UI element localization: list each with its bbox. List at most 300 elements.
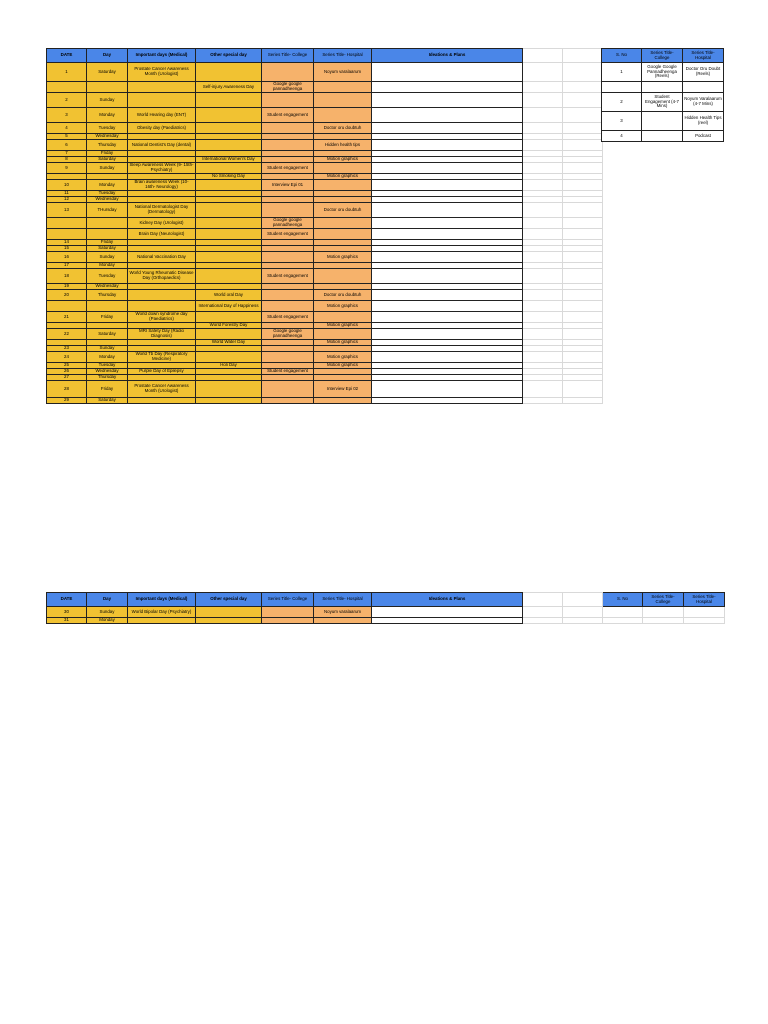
empty-cell[interactable]: [603, 180, 725, 191]
day-cell[interactable]: [87, 301, 128, 312]
date-cell[interactable]: 7: [47, 151, 87, 157]
other-day-cell[interactable]: [196, 329, 262, 340]
medical-day-cell[interactable]: MRI Safety Day (Radio Diagnosis): [128, 329, 196, 340]
empty-cell[interactable]: [603, 352, 725, 363]
day-cell[interactable]: [87, 218, 128, 229]
series-college-cell[interactable]: Student Engagement (4-7 Mins): [642, 93, 683, 112]
ideation-cell[interactable]: [372, 229, 523, 240]
medical-day-cell[interactable]: Prostate Cancer Awareness Month (Urologist): [128, 63, 196, 82]
college-series-cell[interactable]: Google google pannadheenga: [262, 82, 314, 93]
empty-cell[interactable]: [523, 229, 563, 240]
ideation-cell[interactable]: [372, 93, 523, 108]
ideation-cell[interactable]: [372, 269, 523, 284]
col-header-college[interactable]: Series Title- College: [262, 593, 314, 607]
date-cell[interactable]: 28: [47, 381, 87, 398]
col-header-series-hospital[interactable]: Series Title- Hospital: [683, 49, 724, 63]
college-series-cell[interactable]: [262, 252, 314, 263]
medical-day-cell[interactable]: [128, 93, 196, 108]
date-cell[interactable]: [47, 301, 87, 312]
medical-day-cell[interactable]: Brain awareness Week (10- 16th- Neurology): [128, 180, 196, 191]
college-series-cell[interactable]: [262, 203, 314, 218]
empty-cell[interactable]: [603, 381, 725, 398]
other-day-cell[interactable]: [196, 163, 262, 174]
other-day-cell[interactable]: [196, 398, 262, 404]
ideation-cell[interactable]: [372, 398, 523, 404]
hospital-series-cell[interactable]: [314, 93, 372, 108]
col-header-date[interactable]: DATE: [47, 593, 87, 607]
other-day-cell[interactable]: Holi Day: [196, 363, 262, 369]
day-cell[interactable]: Monday: [87, 263, 128, 269]
date-cell[interactable]: [47, 218, 87, 229]
hospital-series-cell[interactable]: Doctor oru doubtuh: [314, 203, 372, 218]
college-series-cell[interactable]: Student engagement: [262, 369, 314, 375]
series-hospital-cell[interactable]: Hidden Health Tips (reel): [683, 112, 724, 131]
empty-cell[interactable]: [523, 180, 563, 191]
empty-cell[interactable]: [643, 607, 684, 618]
medical-day-cell[interactable]: Purple Day of Epilepsy: [128, 369, 196, 375]
day-cell[interactable]: Wednesday: [87, 369, 128, 375]
empty-cell[interactable]: [523, 218, 563, 229]
other-day-cell[interactable]: [196, 269, 262, 284]
col-header-sno[interactable]: S. No: [603, 593, 643, 607]
day-cell[interactable]: Wednesday: [87, 284, 128, 290]
empty-cell[interactable]: [523, 381, 563, 398]
col-header-hospital[interactable]: Series Title- Hospital: [314, 49, 372, 63]
hospital-series-cell[interactable]: Motion graphics: [314, 157, 372, 163]
other-day-cell[interactable]: [196, 618, 262, 624]
date-cell[interactable]: 5: [47, 134, 87, 140]
date-cell[interactable]: 4: [47, 123, 87, 134]
day-cell[interactable]: Monday: [87, 108, 128, 123]
medical-day-cell[interactable]: Prostate Cancer Awareness Month (Urologist): [128, 381, 196, 398]
day-cell[interactable]: Monday: [87, 352, 128, 363]
date-cell[interactable]: 20: [47, 290, 87, 301]
ideation-cell[interactable]: [372, 163, 523, 174]
col-header-series-college[interactable]: Series Title- College: [642, 49, 683, 63]
date-cell[interactable]: 23: [47, 346, 87, 352]
medical-day-cell[interactable]: Obesity day (Paediatrics): [128, 123, 196, 134]
medical-day-cell[interactable]: Kidney Day (Urologist): [128, 218, 196, 229]
hospital-series-cell[interactable]: Doctor oru doubtuh: [314, 290, 372, 301]
date-cell[interactable]: [47, 82, 87, 93]
day-cell[interactable]: Friday: [87, 240, 128, 246]
day-cell[interactable]: Tuesday: [87, 191, 128, 197]
other-day-cell[interactable]: [196, 312, 262, 323]
col-header-series-hospital[interactable]: Series Title- Hospital: [684, 593, 725, 607]
other-day-cell[interactable]: [196, 607, 262, 618]
college-series-cell[interactable]: [262, 618, 314, 624]
day-cell[interactable]: Tuesday: [87, 269, 128, 284]
hospital-series-cell[interactable]: Motion graphics: [314, 174, 372, 180]
other-day-cell[interactable]: [196, 229, 262, 240]
empty-cell[interactable]: [603, 163, 725, 174]
series-row: [602, 131, 724, 142]
medical-day-cell[interactable]: World Hearing day (ENT): [128, 108, 196, 123]
day-cell[interactable]: [87, 229, 128, 240]
col-header-medical[interactable]: Important days (Medical): [128, 593, 196, 607]
hospital-series-cell[interactable]: [314, 163, 372, 174]
date-cell[interactable]: 19: [47, 284, 87, 290]
col-header-other[interactable]: Other special day: [196, 593, 262, 607]
series-college-cell[interactable]: [642, 131, 683, 142]
ideation-cell[interactable]: [372, 203, 523, 218]
other-day-cell[interactable]: [196, 381, 262, 398]
hospital-series-cell[interactable]: [314, 229, 372, 240]
empty-cell[interactable]: [523, 312, 563, 323]
hospital-series-cell[interactable]: Interview Epi 02: [314, 381, 372, 398]
medical-day-cell[interactable]: [128, 82, 196, 93]
college-series-cell[interactable]: [262, 301, 314, 312]
hospital-series-cell[interactable]: [314, 180, 372, 191]
col-header-day[interactable]: Day: [87, 49, 128, 63]
college-series-cell[interactable]: Google google pannadheenga: [262, 218, 314, 229]
ideation-cell[interactable]: [372, 312, 523, 323]
empty-cell[interactable]: [563, 593, 603, 607]
other-day-cell[interactable]: [196, 140, 262, 151]
day-cell[interactable]: Sunday: [87, 163, 128, 174]
empty-cell[interactable]: [523, 352, 563, 363]
day-cell[interactable]: Monday: [87, 618, 128, 624]
day-cell[interactable]: Friday: [87, 151, 128, 157]
other-day-cell[interactable]: [196, 252, 262, 263]
series-college-cell[interactable]: Google Google Pannadheenga (Reels): [642, 63, 683, 82]
day-cell[interactable]: Sunday: [87, 346, 128, 352]
empty-cell[interactable]: [523, 607, 563, 618]
empty-cell[interactable]: [523, 82, 563, 93]
date-cell[interactable]: 17: [47, 263, 87, 269]
day-cell[interactable]: Friday: [87, 312, 128, 323]
empty-cell[interactable]: [603, 301, 725, 312]
empty-cell[interactable]: [643, 618, 684, 624]
college-series-cell[interactable]: [262, 352, 314, 363]
series-sno-cell[interactable]: 3: [602, 112, 642, 131]
empty-cell[interactable]: [603, 329, 725, 340]
empty-cell[interactable]: [684, 618, 725, 624]
hospital-series-cell[interactable]: Motion graphics: [314, 340, 372, 346]
day-cell[interactable]: Thursday: [87, 140, 128, 151]
ideation-cell[interactable]: [372, 82, 523, 93]
empty-cell[interactable]: [603, 398, 725, 404]
hospital-series-cell[interactable]: [314, 398, 372, 404]
date-cell[interactable]: 12: [47, 197, 87, 203]
college-series-cell[interactable]: [262, 290, 314, 301]
college-series-cell[interactable]: [262, 140, 314, 151]
other-day-cell[interactable]: World Forestry Day: [196, 323, 262, 329]
date-cell[interactable]: 15: [47, 246, 87, 252]
col-header-hospital[interactable]: Series Title- Hospital: [314, 593, 372, 607]
series-hospital-cell[interactable]: Noyum Varalaarum (4-7 Mins): [683, 93, 724, 112]
empty-cell[interactable]: [603, 290, 725, 301]
date-cell[interactable]: 14: [47, 240, 87, 246]
college-series-cell[interactable]: Interview Epi 01: [262, 180, 314, 191]
empty-cell[interactable]: [523, 618, 563, 624]
empty-cell[interactable]: [523, 140, 563, 151]
ideation-cell[interactable]: [372, 63, 523, 82]
hospital-series-cell[interactable]: [314, 312, 372, 323]
empty-cell[interactable]: [523, 163, 563, 174]
medical-day-cell[interactable]: [128, 301, 196, 312]
hospital-series-cell[interactable]: Motion graphics: [314, 352, 372, 363]
hospital-series-cell[interactable]: [314, 218, 372, 229]
hospital-series-cell[interactable]: Motion graphics: [314, 252, 372, 263]
col-header-date[interactable]: DATE: [47, 49, 87, 63]
empty-cell[interactable]: [563, 290, 603, 301]
empty-cell[interactable]: [523, 108, 563, 123]
ideation-cell[interactable]: [372, 180, 523, 191]
medical-day-cell[interactable]: Brain Day (Neurologist): [128, 229, 196, 240]
series-college-cell[interactable]: [642, 112, 683, 131]
empty-cell[interactable]: [523, 252, 563, 263]
col-header-other[interactable]: Other special day: [196, 49, 262, 63]
empty-cell[interactable]: [563, 398, 603, 404]
col-header-medical[interactable]: Important days (Medical): [128, 49, 196, 63]
empty-cell[interactable]: [563, 269, 603, 284]
empty-cell[interactable]: [563, 381, 603, 398]
medical-day-cell[interactable]: National Vaccination Day: [128, 252, 196, 263]
other-day-cell[interactable]: [196, 352, 262, 363]
other-day-cell[interactable]: [196, 218, 262, 229]
ideation-cell[interactable]: [372, 108, 523, 123]
empty-cell[interactable]: [563, 93, 603, 108]
date-cell[interactable]: 29: [47, 398, 87, 404]
date-cell[interactable]: 27: [47, 375, 87, 381]
empty-cell[interactable]: [563, 180, 603, 191]
medical-day-cell[interactable]: National Dermatologist Day (Dermatology): [128, 203, 196, 218]
date-cell[interactable]: 8: [47, 157, 87, 163]
col-header-series-college[interactable]: Series Title- College: [643, 593, 684, 607]
day-cell[interactable]: Saturday: [87, 398, 128, 404]
other-day-cell[interactable]: International Day of Happiness: [196, 301, 262, 312]
empty-cell[interactable]: [523, 63, 563, 82]
hospital-series-cell[interactable]: Noyum varalaarum: [314, 63, 372, 82]
empty-cell[interactable]: [603, 312, 725, 323]
hospital-series-cell[interactable]: [314, 82, 372, 93]
college-series-cell[interactable]: [262, 607, 314, 618]
empty-cell[interactable]: [523, 290, 563, 301]
day-cell[interactable]: Sunday: [87, 252, 128, 263]
col-header-sno[interactable]: S. No: [602, 49, 642, 63]
series-hospital-cell[interactable]: Podcast: [683, 131, 724, 142]
date-cell[interactable]: 30: [47, 607, 87, 618]
day-cell[interactable]: Thursday: [87, 375, 128, 381]
date-cell[interactable]: 16: [47, 252, 87, 263]
empty-cell[interactable]: [563, 229, 603, 240]
hospital-series-cell[interactable]: Noyum varalaarum: [314, 607, 372, 618]
college-series-cell[interactable]: Google google pannadheenga: [262, 329, 314, 340]
series-sno-cell[interactable]: 1: [602, 63, 642, 82]
date-cell[interactable]: 24: [47, 352, 87, 363]
college-series-cell[interactable]: Student engagement: [262, 312, 314, 323]
date-cell[interactable]: 26: [47, 369, 87, 375]
medical-day-cell[interactable]: World down syndrome day (Paediatrics): [128, 312, 196, 323]
day-cell[interactable]: Tuesday: [87, 363, 128, 369]
empty-cell[interactable]: [523, 593, 563, 607]
day-cell[interactable]: Saturday: [87, 157, 128, 163]
empty-cell[interactable]: [563, 352, 603, 363]
college-series-cell[interactable]: [262, 63, 314, 82]
other-day-cell[interactable]: [196, 180, 262, 191]
empty-cell[interactable]: [563, 312, 603, 323]
date-cell[interactable]: [47, 229, 87, 240]
medical-day-cell[interactable]: [128, 618, 196, 624]
hospital-series-cell[interactable]: Hidden health tips: [314, 140, 372, 151]
other-day-cell[interactable]: [196, 123, 262, 134]
ideation-cell[interactable]: [372, 140, 523, 151]
medical-day-cell[interactable]: National Dentist's Day (dental): [128, 140, 196, 151]
col-header-ideation[interactable]: Ideations & Plans: [372, 593, 523, 607]
day-cell[interactable]: Wednesday: [87, 134, 128, 140]
ideation-cell[interactable]: [372, 252, 523, 263]
ideation-cell[interactable]: [372, 618, 523, 624]
table-row: [47, 398, 725, 404]
series-sno-cell[interactable]: 4: [602, 131, 642, 142]
ideation-cell[interactable]: [372, 290, 523, 301]
empty-cell[interactable]: [523, 203, 563, 218]
empty-cell[interactable]: [563, 329, 603, 340]
table-row: [47, 618, 725, 624]
other-day-cell[interactable]: World Water Day: [196, 340, 262, 346]
college-series-cell[interactable]: Student engagement: [262, 108, 314, 123]
medical-day-cell[interactable]: Sleep Awareness Week (9- 15th- Psychiatry): [129, 162, 194, 172]
ideation-cell[interactable]: [372, 381, 523, 398]
ideation-cell[interactable]: [372, 301, 523, 312]
college-series-cell[interactable]: Student engagement: [262, 229, 314, 240]
series-table: [601, 48, 724, 142]
col-header-college[interactable]: Series Title- College: [262, 49, 314, 63]
hospital-series-cell[interactable]: [314, 108, 372, 123]
empty-cell[interactable]: [563, 123, 603, 134]
empty-cell[interactable]: [523, 49, 563, 63]
series-row: [602, 63, 724, 82]
date-cell[interactable]: 9: [47, 163, 87, 174]
other-day-cell[interactable]: Self-injury Awareness Day: [196, 82, 262, 93]
date-cell[interactable]: 3: [47, 108, 87, 123]
empty-cell[interactable]: [523, 93, 563, 108]
day-cell[interactable]: Friday: [87, 381, 128, 398]
empty-cell[interactable]: [563, 82, 603, 93]
empty-cell[interactable]: [563, 108, 603, 123]
empty-cell[interactable]: [603, 607, 643, 618]
empty-cell[interactable]: [563, 218, 603, 229]
empty-cell[interactable]: [563, 252, 603, 263]
empty-cell[interactable]: [563, 140, 603, 151]
medical-day-cell[interactable]: World Tb Day (Respiratory Medicine): [128, 352, 196, 363]
other-day-cell[interactable]: [196, 63, 262, 82]
series-college-cell[interactable]: [642, 82, 683, 93]
other-day-cell[interactable]: International Women's Day: [196, 157, 262, 163]
day-cell[interactable]: [87, 82, 128, 93]
empty-cell[interactable]: [603, 252, 725, 263]
other-day-cell[interactable]: No Smoking Day: [196, 174, 262, 180]
date-cell[interactable]: 6: [47, 140, 87, 151]
day-cell[interactable]: Saturday: [87, 329, 128, 340]
empty-cell[interactable]: [563, 607, 603, 618]
hospital-series-cell[interactable]: Motion graphics: [314, 301, 372, 312]
date-cell[interactable]: 1: [47, 63, 87, 82]
ideation-cell[interactable]: [372, 329, 523, 340]
medical-day-cell[interactable]: World Young Rheumatic Disease Day (Orthopaedics): [128, 269, 196, 284]
day-cell[interactable]: Saturday: [87, 246, 128, 252]
ideation-cell[interactable]: [372, 123, 523, 134]
series-hospital-cell[interactable]: [683, 82, 724, 93]
empty-cell[interactable]: [563, 301, 603, 312]
empty-cell[interactable]: [563, 49, 603, 63]
col-header-day[interactable]: Day: [87, 593, 128, 607]
empty-cell[interactable]: [563, 63, 603, 82]
empty-cell[interactable]: [563, 203, 603, 218]
day-cell[interactable]: Saturday: [87, 63, 128, 82]
other-day-cell[interactable]: [196, 108, 262, 123]
date-cell[interactable]: 22: [47, 329, 87, 340]
college-series-cell[interactable]: [262, 123, 314, 134]
empty-cell[interactable]: [523, 398, 563, 404]
series-hospital-cell[interactable]: Doctor Oru Doubt (Reels): [683, 63, 724, 82]
hospital-series-cell[interactable]: [314, 618, 372, 624]
medical-day-cell[interactable]: [128, 398, 196, 404]
series-sno-cell[interactable]: 2: [602, 93, 642, 112]
college-series-cell[interactable]: [262, 398, 314, 404]
college-series-cell[interactable]: [262, 93, 314, 108]
date-cell[interactable]: 21: [47, 312, 87, 323]
ideation-cell[interactable]: [372, 607, 523, 618]
date-cell[interactable]: 11: [47, 191, 87, 197]
empty-cell[interactable]: [603, 218, 725, 229]
col-header-ideation[interactable]: Ideations & Plans: [372, 49, 523, 63]
other-day-cell[interactable]: World oral Day: [196, 290, 262, 301]
empty-cell[interactable]: [603, 618, 643, 624]
hospital-series-cell[interactable]: [314, 269, 372, 284]
hospital-series-cell[interactable]: Doctor oru doubtuh: [314, 123, 372, 134]
empty-cell[interactable]: [523, 269, 563, 284]
medical-day-cell[interactable]: World Bipolar Day (Psychiatry): [128, 607, 196, 618]
day-cell[interactable]: Wednesday: [87, 197, 128, 203]
series-sno-cell[interactable]: [602, 82, 642, 93]
other-day-cell[interactable]: [196, 93, 262, 108]
hospital-series-cell[interactable]: [314, 329, 372, 340]
date-cell[interactable]: 25: [47, 363, 87, 369]
college-series-cell[interactable]: Student engagement: [262, 163, 314, 174]
other-day-cell[interactable]: [196, 203, 262, 218]
empty-cell[interactable]: [523, 123, 563, 134]
empty-cell[interactable]: [684, 607, 725, 618]
empty-cell[interactable]: [523, 301, 563, 312]
day-cell[interactable]: Monday: [87, 180, 128, 191]
medical-day-cell[interactable]: [128, 290, 196, 301]
hospital-series-cell[interactable]: Motion graphics: [314, 323, 372, 329]
empty-cell[interactable]: [563, 163, 603, 174]
empty-cell[interactable]: [563, 618, 603, 624]
day-cell[interactable]: Tuesday: [87, 123, 128, 134]
ideation-cell[interactable]: [372, 352, 523, 363]
empty-cell[interactable]: [603, 203, 725, 218]
empty-cell[interactable]: [603, 229, 725, 240]
ideation-cell[interactable]: [372, 218, 523, 229]
empty-cell[interactable]: [523, 329, 563, 340]
day-cell[interactable]: Sunday: [87, 93, 128, 108]
date-cell[interactable]: 2: [47, 93, 87, 108]
day-cell[interactable]: THursday: [87, 203, 128, 218]
date-cell[interactable]: 18: [47, 269, 87, 284]
day-cell[interactable]: Thursday: [87, 290, 128, 301]
college-series-cell[interactable]: Student engagement: [262, 269, 314, 284]
hospital-series-cell[interactable]: Motion graphics: [314, 363, 372, 369]
day-cell[interactable]: Sunday: [87, 607, 128, 618]
date-cell[interactable]: 13: [47, 203, 87, 218]
college-series-cell[interactable]: [262, 381, 314, 398]
date-cell[interactable]: 10: [47, 180, 87, 191]
date-cell[interactable]: 31: [47, 618, 87, 624]
empty-cell[interactable]: [603, 269, 725, 284]
